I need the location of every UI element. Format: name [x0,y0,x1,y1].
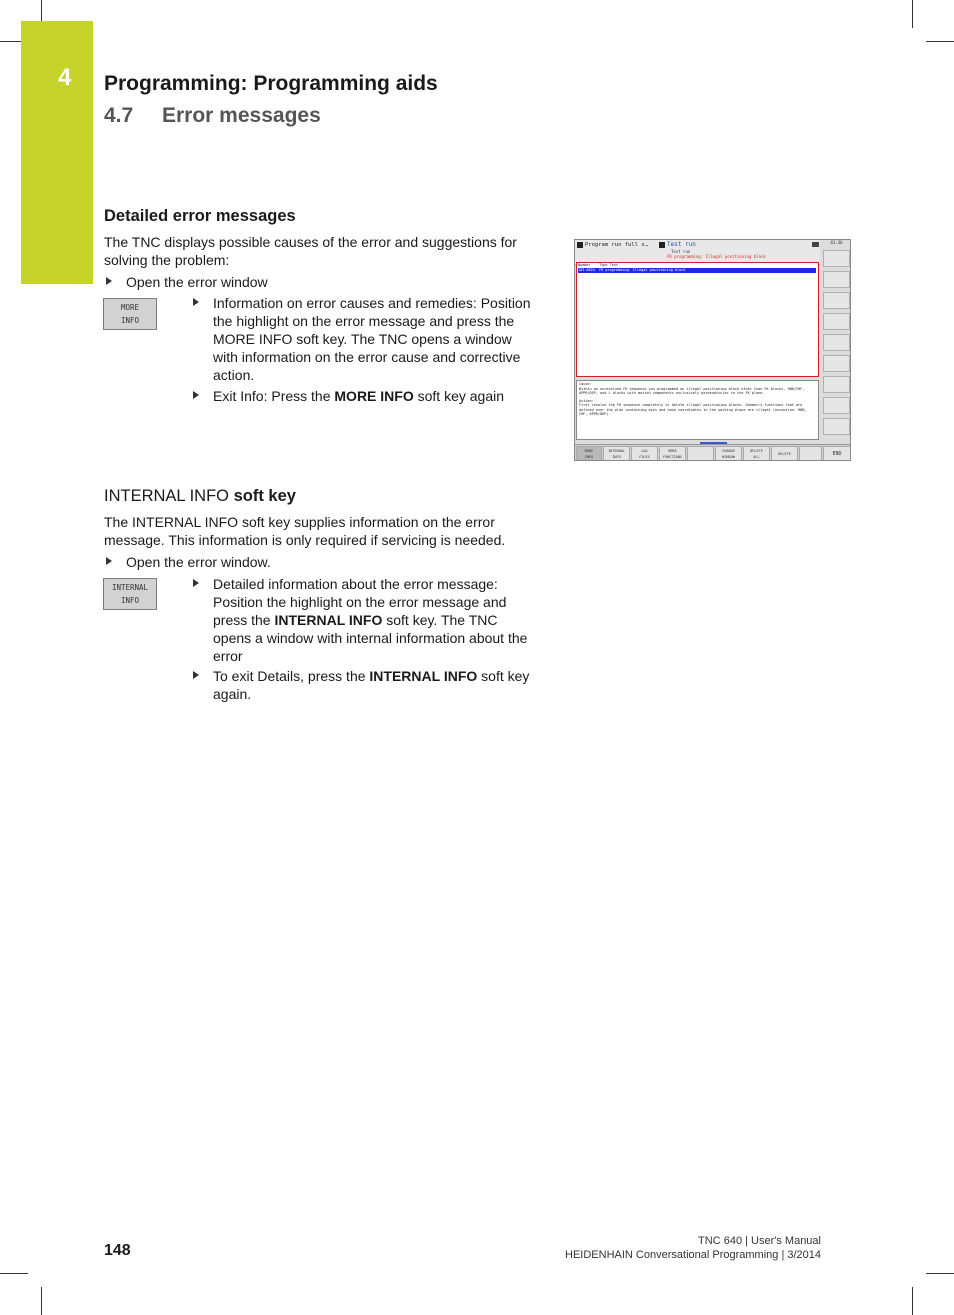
screen-softkey-end[interactable]: END [823,446,851,461]
screen-softkey-more-functions[interactable]: MORE FUNCTIONS [659,446,686,461]
page-number: 148 [104,1242,131,1259]
crop-mark [912,0,913,28]
mode-label: Program run full s… [577,242,648,248]
section-name: Error messages [162,104,321,127]
heading-detailed-error-messages: Detailed error messages [104,207,296,225]
crop-mark [41,0,42,21]
arrow-right-icon [193,579,199,587]
crop-mark [926,41,954,42]
screen-softkey-delete-all[interactable]: DELETE ALL [743,446,770,461]
screen-softkey-empty[interactable] [687,446,714,461]
arrow-right-icon [193,298,199,306]
internal-info-softkey[interactable]: INTERNAL INFO [103,578,157,610]
screen-subtitle: Test run [671,249,691,254]
vertical-softkey[interactable] [823,334,850,351]
screen-softkey-delete[interactable]: DELETE [771,446,798,461]
screen-softkey-internal-info[interactable]: INTERNAL INFO [603,446,630,461]
vertical-softkey[interactable] [823,376,850,393]
screen-softkey-change-window[interactable]: CHANGE WINDOW [715,446,742,461]
screen-softkey-empty[interactable] [799,446,822,461]
arrow-right-icon [193,671,199,679]
section-title [104,104,321,128]
softkey-bar [575,444,851,461]
step-exit-info: Exit Info: Press the MORE INFO soft key again [193,387,538,405]
vertical-softkey[interactable] [823,397,850,414]
error-list [576,262,819,377]
section-number: 4.7 [104,104,134,127]
chapter-tab [21,21,93,284]
crop-mark [0,41,21,42]
crop-mark [912,1287,913,1315]
chapter-title: Programming: Programming aids [104,72,438,95]
mode-icon [577,242,583,248]
tnc-error-window-screenshot [574,239,851,461]
error-info-panel: Cause: Within an unresolved FK sequence you programmed an illegal positioning block other than FK blocks, RND/CHF, APPR/DEP, and L blocks with motion components exclusively perpendicular to the FK plane. Action: First resolve the FK sequence completely or delete illegal positioning blocks. Geometry functions that are defined over the plan containing keys and have coordinates in the working plane are illegal (exception: RND, CHF, APPR/DEP). [576,380,819,440]
error-list-row-selected[interactable]: 103-0024 FK programming: Illegal positioning block [578,268,816,273]
vertical-softkey[interactable] [823,271,850,288]
screen-title: Test run [667,241,696,248]
test-run-icon [659,242,665,248]
arrow-right-icon [193,391,199,399]
keyboard-icon [812,242,819,247]
vertical-softkey[interactable] [823,250,850,267]
intro-paragraph: The TNC displays possible causes of the error and suggestions for solving the problem: [104,234,517,268]
heading-internal-info-soft-key: INTERNAL INFO soft key [104,487,296,505]
crop-mark [0,1273,28,1274]
arrow-right-icon [106,277,112,285]
screen-error-line: FK programming: Illegal positioning block [667,254,766,259]
screen-softkey-log-files[interactable]: LOG FILES [631,446,658,461]
step-exit-details: To exit Details, press the INTERNAL INFO soft key again. [193,667,538,703]
internal-info-paragraph: The INTERNAL INFO soft key supplies information on the error message. This information is only required if servicing is needed. [104,514,506,548]
error-list-header: Number Type Text [578,263,619,267]
step-open-error-window-2: Open the error window. [106,553,526,571]
screen-softkey-more-info[interactable]: MORE INFO [576,446,602,461]
footer-manual: TNC 640 | User's Manual [698,1235,821,1247]
vertical-softkey[interactable] [823,418,850,435]
step-internal-info: Detailed information about the error message: Position the highlight on the error message and press the INTERNAL INFO soft key. The TNC opens a window with internal information about the error [193,575,538,665]
vertical-softkey[interactable] [823,313,850,330]
clock: 01:36 [821,240,851,249]
crop-mark [926,1273,954,1274]
more-info-softkey[interactable]: MORE INFO [103,298,157,330]
chapter-number: 4 [58,64,72,91]
footer-publisher: HEIDENHAIN Conversational Programming | 3/2014 [565,1249,821,1261]
vertical-softkey[interactable] [823,355,850,372]
vertical-softkey[interactable] [823,292,850,309]
step-more-info: Information on error causes and remedies: Position the highlight on the error message and press the MORE INFO soft key. The TNC opens a window with information on the error cause and corrective action. [193,294,538,384]
crop-mark [41,1287,42,1315]
arrow-right-icon [106,557,112,565]
step-open-error-window: Open the error window [106,273,526,291]
vertical-softkeys [821,250,851,443]
